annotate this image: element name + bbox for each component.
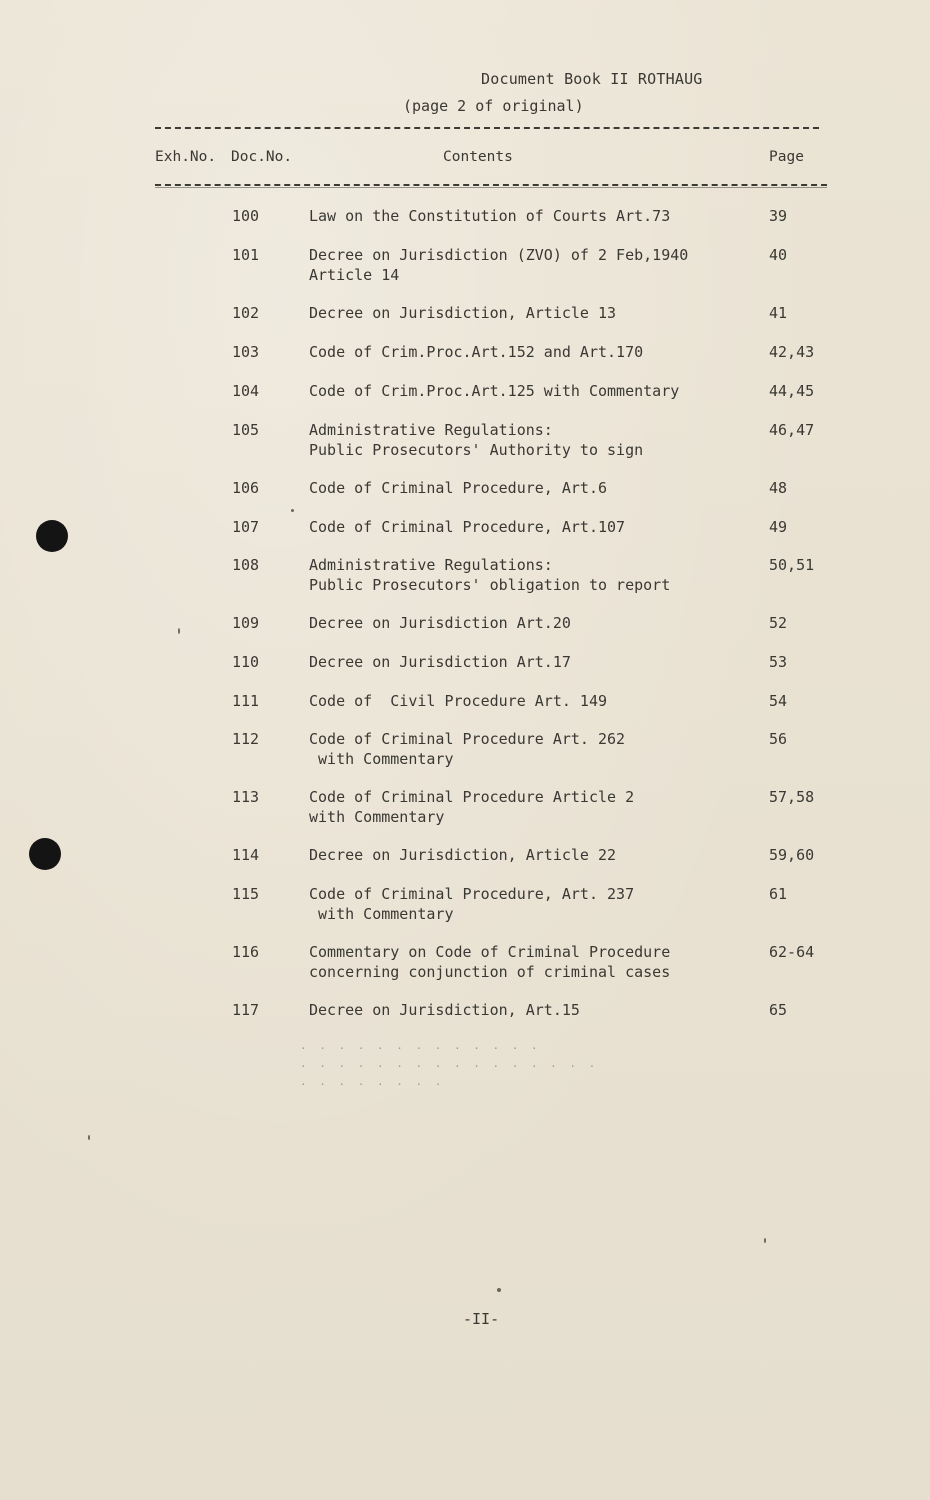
doc-no-cell: 114 [232,846,260,864]
doc-no-cell: 107 [232,518,260,536]
paper-speck [291,509,294,512]
doc-no-cell: 116 [232,943,260,961]
contents-cell: Decree on Jurisdiction (ZVO) of 2 Feb,1940 Article 14 [309,246,689,284]
original-page-note: (page 2 of original) [403,97,584,115]
page-cell: 46,47 [769,421,815,439]
contents-cell: Code of Criminal Procedure Article 2 with Commentary [309,788,635,826]
contents-cell: Code of Civil Procedure Art. 149 [309,692,608,710]
page-cell: 41 [769,304,788,322]
doc-no-cell: 109 [232,614,260,632]
contents-cell: Commentary on Code of Criminal Procedure concerning conjunction of criminal cases [309,943,671,981]
page-cell: 54 [769,692,788,710]
column-header-contents: Contents [443,149,513,165]
doc-no-cell: 117 [232,1001,260,1019]
page-cell: 56 [769,730,788,748]
page-cell: 62-64 [769,943,815,961]
header-rule-underline [155,187,827,188]
page-cell: 42,43 [769,343,815,361]
column-header-exh-no: Exh.No. [155,149,217,165]
contents-cell: Code of Criminal Procedure, Art. 237 with Commentary [309,885,635,923]
doc-no-cell: 104 [232,382,260,400]
doc-no-cell: 102 [232,304,260,322]
contents-cell: Code of Crim.Proc.Art.125 with Commentary [309,382,680,400]
contents-cell: Decree on Jurisdiction Art.17 [309,653,571,671]
page-cell: 49 [769,518,788,536]
contents-cell: Decree on Jurisdiction, Article 22 [309,846,617,864]
doc-no-cell: 103 [232,343,260,361]
paper-speck [497,1288,501,1292]
doc-no-cell: 105 [232,421,260,439]
page-number: -II- [463,1310,500,1328]
paper-speck [88,1135,90,1140]
doc-no-cell: 106 [232,479,260,497]
page-cell: 61 [769,885,788,903]
doc-no-cell: 101 [232,246,260,264]
page-cell: 53 [769,653,788,671]
doc-no-cell: 110 [232,653,260,671]
page-cell: 48 [769,479,788,497]
page-cell: 57,58 [769,788,815,806]
page-cell: 65 [769,1001,788,1019]
doc-no-cell: 100 [232,207,260,225]
page-cell: 52 [769,614,788,632]
doc-no-cell: 112 [232,730,260,748]
document-book-title: Document Book II ROTHAUG [481,70,703,88]
contents-cell: Decree on Jurisdiction, Article 13 [309,304,617,322]
page-cell: 40 [769,246,788,264]
contents-cell: Code of Criminal Procedure Art. 262 with Commentary [309,730,626,768]
column-header-page: Page [769,149,804,165]
top-rule [155,127,819,129]
contents-cell: Code of Criminal Procedure, Art.6 [309,479,608,497]
punch-hole [29,838,61,870]
doc-no-cell: 115 [232,885,260,903]
contents-cell: Administrative Regulations: Public Prosecutors' obligation to report [309,556,671,594]
doc-no-cell: 111 [232,692,260,710]
paper-speck [764,1238,766,1243]
header-rule [155,184,827,186]
contents-cell: Decree on Jurisdiction Art.20 [309,614,571,632]
page-cell: 44,45 [769,382,815,400]
contents-cell: Decree on Jurisdiction, Art.15 [309,1001,580,1019]
contents-cell: Code of Crim.Proc.Art.152 and Art.170 [309,343,644,361]
page-cell: 39 [769,207,788,225]
paper-speck [178,628,180,634]
contents-cell: Law on the Constitution of Courts Art.73 [309,207,671,225]
contents-cell: Administrative Regulations: Public Prosecutors' Authority to sign [309,421,644,459]
contents-cell: Code of Criminal Procedure, Art.107 [309,518,626,536]
doc-no-cell: 113 [232,788,260,806]
column-header-doc-no: Doc.No. [231,149,293,165]
page-cell: 50,51 [769,556,815,574]
doc-no-cell: 108 [232,556,260,574]
punch-hole [36,520,68,552]
faded-illegible-text: · · · · · · · · · · · · · · · · · · · · · · · · · · · · · · · · · · · · · [300,1042,599,1091]
page-cell: 59,60 [769,846,815,864]
